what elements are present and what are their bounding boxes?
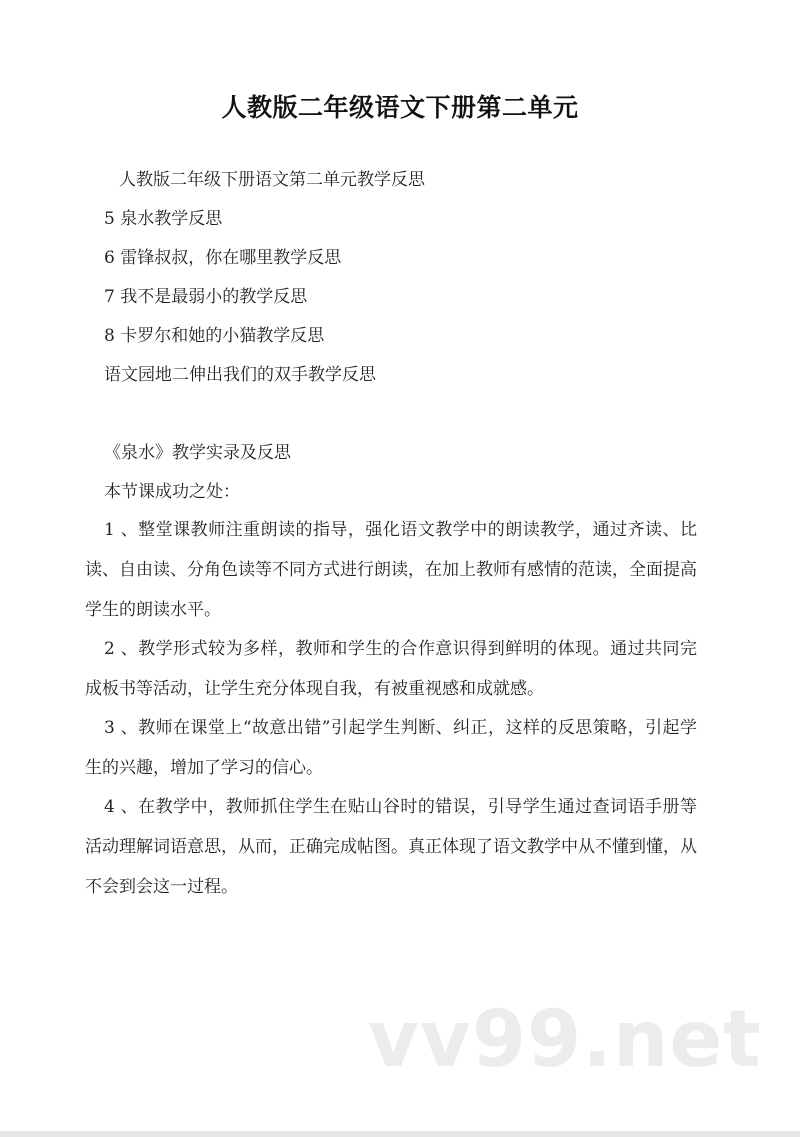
toc-item: 5 泉水教学反思 xyxy=(104,209,223,229)
page-bottom-edge xyxy=(0,1131,800,1137)
page-title: 人教版二年级语文下册第二单元 xyxy=(221,93,579,122)
watermark: vv99.net xyxy=(368,995,762,1085)
toc-item: 6 雷锋叔叔，你在哪里教学反思 xyxy=(104,248,342,268)
paragraph-1: 1 、整堂课教师注重朗读的指导，强化语文教学中的朗读教学，通过齐读、比读、自由读、分角色读等不同方式进行朗读，在加上教师有感情的范读，全面提高学生的朗读水平。 xyxy=(85,520,697,620)
paragraph-4: 4 、在教学中，教师抓住学生在贴山谷时的错误，引导学生通过查词语手册等活动理解词语意思，从而，正确完成帖图。真正体现了语文教学中从不懂到懂，从不会到会这一过程。 xyxy=(85,797,697,897)
toc-item: 8 卡罗尔和她的小猫教学反思 xyxy=(104,326,325,346)
toc-heading: 人教版二年级下册语文第二单元教学反思 xyxy=(119,170,425,190)
section-heading: 《泉水》教学实录及反思 xyxy=(104,443,291,463)
paragraph-3: 3 、教师在课堂上“故意出错”引起学生判断、纠正，这样的反思策略，引起学生的兴趣，增加了学习的信心。 xyxy=(85,718,697,778)
section-subheading: 本节课成功之处： xyxy=(104,482,240,502)
toc-item: 7 我不是最弱小的教学反思 xyxy=(104,287,308,307)
toc-item: 语文园地二伸出我们的双手教学反思 xyxy=(104,365,376,385)
paragraph-2: 2 、教学形式较为多样，教师和学生的合作意识得到鲜明的体现。通过共同完成板书等活动，让学生充分体现自我，有被重视感和成就感。 xyxy=(85,639,697,699)
